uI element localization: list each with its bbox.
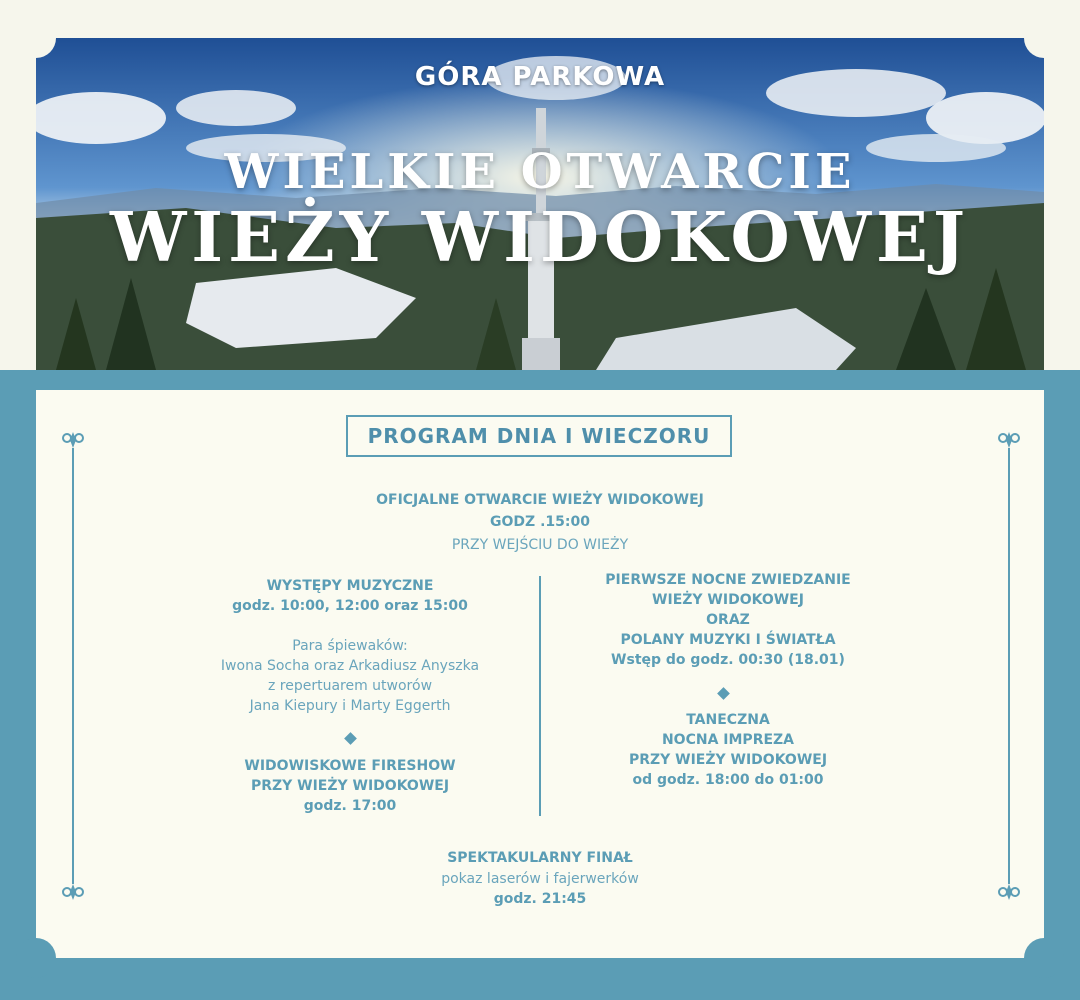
opening-title: OFICJALNE OTWARCIE WIEŻY WIDOKOWEJ xyxy=(376,492,704,508)
hero-title-line1: WIELKIE OTWARCIE xyxy=(224,144,856,200)
program-title: PROGRAM DNIA I WIECZORU xyxy=(346,415,732,457)
left-ornament-icon xyxy=(62,428,84,904)
music-time: godz. 10:00, 12:00 oraz 15:00 xyxy=(232,598,468,614)
party-title: TANECZNA xyxy=(686,712,770,728)
ticket-notch xyxy=(16,18,56,58)
singers-line: Jana Kiepury i Marty Eggerth xyxy=(249,698,451,714)
tour-title: ORAZ xyxy=(706,612,750,628)
hero-title-line2: WIEŻY WIDOKOWEJ xyxy=(109,198,971,278)
opening-time: GODZ .15:00 xyxy=(490,514,590,530)
finale-subtitle: pokaz laserów i fajerwerków xyxy=(441,871,639,887)
music-title: WYSTĘPY MUZYCZNE xyxy=(266,578,434,594)
fireshow-title: PRZY WIEŻY WIDOKOWEJ xyxy=(250,778,450,794)
gora-parkowa-logo: GÓRA PARKOWA xyxy=(414,62,666,92)
tour-time: Wstęp do godz. 00:30 (18.01) xyxy=(611,652,845,668)
party-title: PRZY WIEŻY WIDOKOWEJ xyxy=(628,752,828,768)
ticket-notch xyxy=(1024,18,1064,58)
singers-line: Para śpiewaków: xyxy=(292,638,408,654)
fireshow-time: godz. 17:00 xyxy=(303,798,397,814)
column-divider xyxy=(539,576,541,816)
opening-place: PRZY WEJŚCIU DO WIEŻY xyxy=(451,537,629,553)
party-time: od godz. 18:00 do 01:00 xyxy=(632,772,824,788)
finale-title: SPEKTAKULARNY FINAŁ xyxy=(447,850,633,866)
ticket-notch xyxy=(16,938,56,978)
party-title: NOCNA IMPREZA xyxy=(661,732,795,748)
ticket-notch xyxy=(1024,938,1064,978)
finale-time: godz. 21:45 xyxy=(493,891,587,907)
singers-line: Iwona Socha oraz Arkadiusz Anyszka xyxy=(220,658,480,674)
right-ornament-icon xyxy=(998,428,1020,904)
tour-title: PIERWSZE NOCNE ZWIEDZANIE xyxy=(605,572,851,588)
tour-title: POLANY MUZYKI I ŚWIATŁA xyxy=(620,632,836,648)
singers-line: z repertuarem utworów xyxy=(267,678,433,694)
tour-title: WIEŻY WIDOKOWEJ xyxy=(652,592,804,608)
hero-banner xyxy=(36,38,1044,370)
fireshow-title: WIDOWISKOWE FIRESHOW xyxy=(244,758,456,774)
